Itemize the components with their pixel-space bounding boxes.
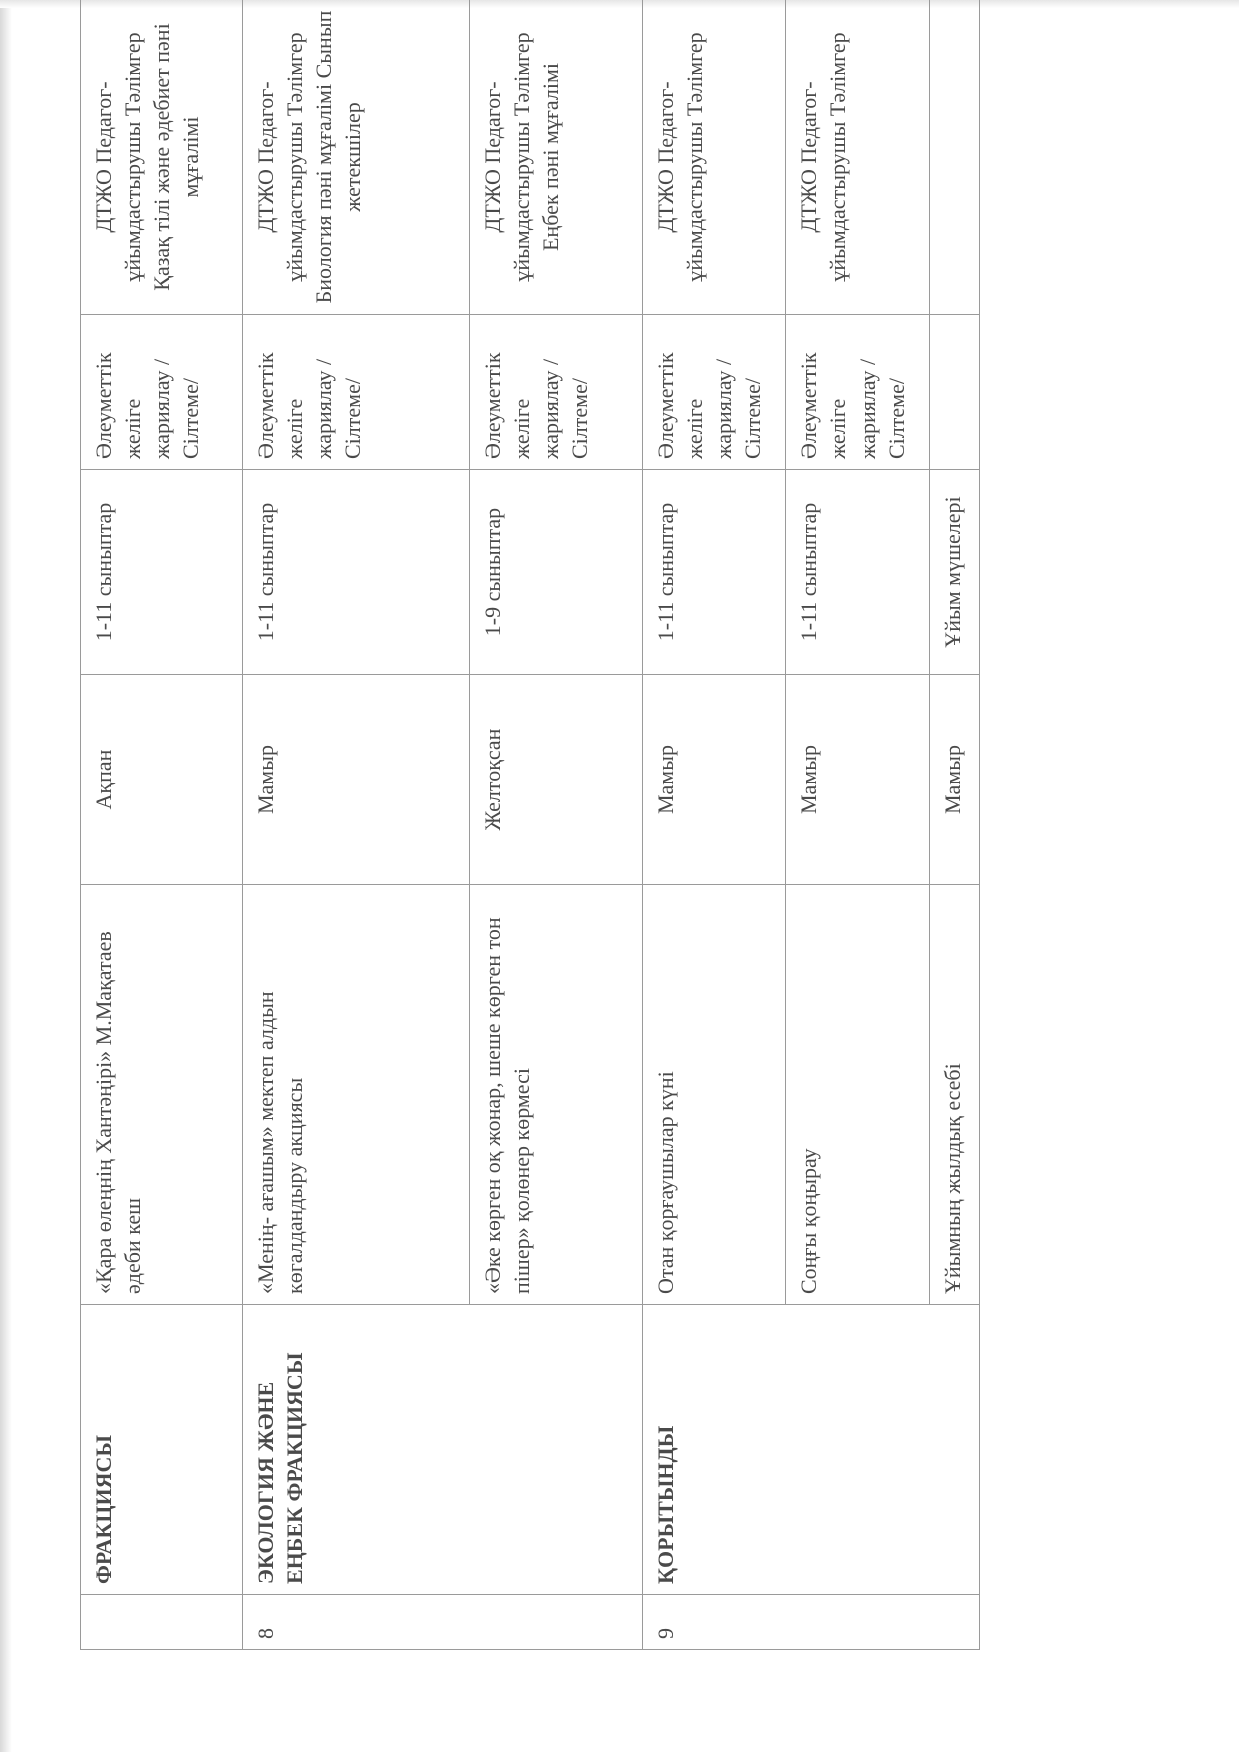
direction-cell: ФРАКЦИЯСЫ (81, 1305, 243, 1595)
event-name: Соңғы қоңырау (786, 885, 930, 1305)
event-participants: 1-11 сыныптар (786, 470, 930, 675)
event-responsible: ДТЖО Педагог-ұйымдастырушы Тәлімгер (642, 0, 786, 315)
event-month: Ақпан (81, 675, 243, 885)
direction-cell: ЭКОЛОГИЯ ЖӘНЕ ЕҢБЕК ФРАКЦИЯСЫ (243, 1305, 643, 1595)
event-participants: 1-11 сыныптар (81, 470, 243, 675)
event-responsible: ДТЖО Педагог-ұйымдастырушы Тәлімгер Биология пәні мұғалімі Сынып жетекшілер (243, 0, 470, 315)
event-participants: 1-9 сыныптар (469, 470, 642, 675)
table-row (642, 0, 786, 1650)
event-form: Әлеуметтік желіге жариялау /Сілтеме/ (469, 315, 642, 470)
direction-cell: ҚОРЫТЫНДЫ (642, 1305, 979, 1595)
plan-table (80, 0, 980, 1650)
event-month: Желтоқсан (469, 675, 642, 885)
scan-shadow (0, 0, 12, 1752)
event-name: Отан қорғаушылар күні (642, 885, 786, 1305)
event-form (930, 315, 980, 470)
row-number: 8 (243, 1595, 643, 1650)
event-month: Мамыр (243, 675, 470, 885)
row-number (81, 1595, 243, 1650)
event-responsible: ДТЖО Педагог-ұйымдастырушы Тәлімгер Қазақ тілі және әдебиет пәні мұғалімі (81, 0, 243, 315)
event-participants: 1-11 сыныптар (642, 470, 786, 675)
event-name: Ұйымның жылдық есебі (930, 885, 980, 1305)
event-participants: Ұйым мүшелері (930, 470, 980, 675)
event-responsible: ДТЖО Педагог-ұйымдастырушы Тәлімгер (786, 0, 930, 315)
event-form: Әлеуметтік желіге жариялау /Сілтеме/ (786, 315, 930, 470)
table-row (81, 0, 243, 1650)
event-name: «Қара өлеңнің Хантәңірі» М.Мақатаев әдеби кеш (81, 885, 243, 1305)
event-form: Әлеуметтік желіге жариялау /Сілтеме/ (243, 315, 470, 470)
event-responsible: ДТЖО Педагог-ұйымдастырушы Тәлімгер Еңбек пәні мұғалімі (469, 0, 642, 315)
event-responsible (930, 0, 980, 315)
event-month: Мамыр (786, 675, 930, 885)
table-row (243, 0, 470, 1650)
event-form: Әлеуметтік желіге жариялау /Сілтеме/ (642, 315, 786, 470)
row-number: 9 (642, 1595, 979, 1650)
event-month: Мамыр (930, 675, 980, 885)
event-participants: 1-11 сыныптар (243, 470, 470, 675)
rotated-page (80, 0, 1000, 1650)
event-name: «Менің- ағашым» мектеп алдын көгалдандыру акциясы (243, 885, 470, 1305)
event-form: Әлеуметтік желіге жариялау /Сілтеме/ (81, 315, 243, 470)
event-month: Мамыр (642, 675, 786, 885)
event-name: «Әке көрген оқ жонар, шеше көрген тон пішер» қолөнер көрмесі (469, 885, 642, 1305)
